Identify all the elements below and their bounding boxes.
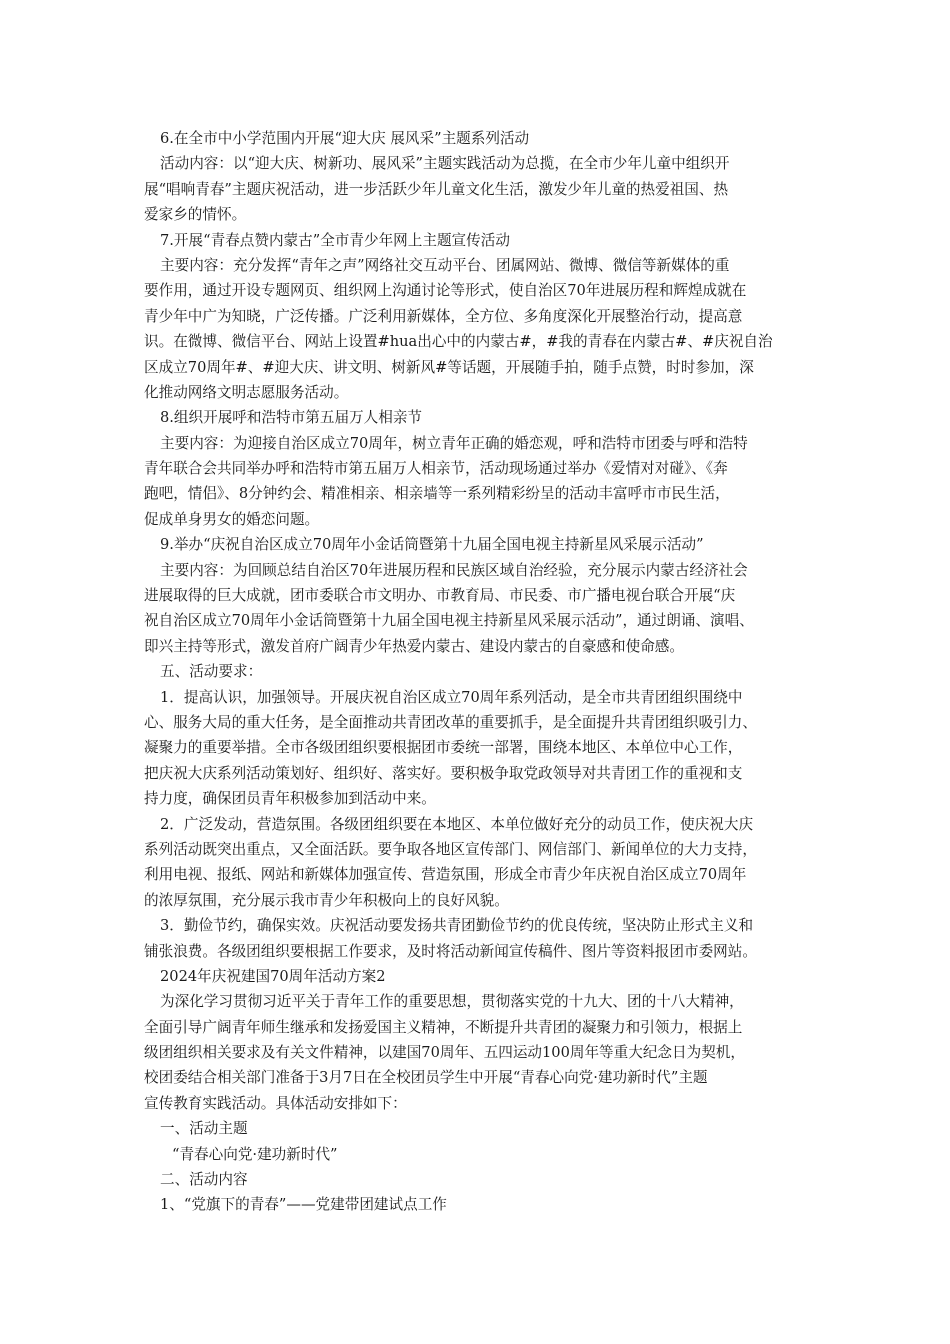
text-line: 进展取得的巨大成就，团市委联合市文明办、市教育局、市民委、市广播电视台联合开展“庆 bbox=[144, 587, 736, 605]
text-line: 宣传教育实践活动。具体活动安排如下： bbox=[144, 1094, 407, 1112]
text-line: 要作用，通过开设专题网页、组织网上沟通讨论等形式，使自治区70年进展历程和辉煌成就在 bbox=[144, 282, 747, 300]
text-line: 区成立70周年#、#迎大庆、讲文明、树新风#等话题，开展随手拍，随手点赞，时时参加，深 bbox=[144, 358, 754, 376]
text-line: 全面引导广阔青年师生继承和发扬爱国主义精神，不断提升共青团的凝聚力和引领力，根据上 bbox=[144, 1018, 743, 1036]
text-line: 促成单身男女的婚恋问题。 bbox=[144, 510, 320, 528]
text-line: 7.开展“青春点赞内蒙古”全市青少年网上主题宣传活动 bbox=[160, 231, 510, 249]
text-line: 6.在全市中小学范围内开展“迎大庆 展风采”主题系列活动 bbox=[160, 130, 530, 147]
text-line: 主要内容：充分发挥“青年之声”网络社交互动平台、团属网站、微博、微信等新媒体的重 bbox=[160, 256, 730, 274]
text-line: 2024年庆祝建国70周年活动方案2 bbox=[160, 967, 386, 985]
text-line: 展“唱响青春”主题庆祝活动，进一步活跃少年儿童文化生活，激发少年儿童的热爱祖国、热 bbox=[144, 180, 729, 198]
text-line: 铺张浪费。各级团组织要根据工作要求，及时将活动新闻宣传稿件、图片等资料报团市委网站。 bbox=[144, 942, 757, 960]
text-line: “青春心向党·建功新时代” bbox=[172, 1145, 338, 1163]
text-line: 利用电视、报纸、网站和新媒体加强宣传、营造氛围，形成全市青少年庆祝自治区成立70周年 bbox=[144, 866, 747, 884]
text-line: 级团组织相关要求及有关文件精神，以建国70周年、五四运动100周年等重大纪念日为契机， bbox=[144, 1044, 745, 1062]
text-line: 爱家乡的情怀。 bbox=[144, 206, 247, 224]
text-line: 凝聚力的重要举措。全市各级团组织要根据团市委统一部署，围绕本地区、本单位中心工作， bbox=[144, 739, 743, 757]
text-line: 祝自治区成立70周年小金话筒暨第十九届全国电视主持新星风采展示活动”，通过朗诵、演唱、 bbox=[144, 612, 754, 630]
text-line: 9.举办“庆祝自治区成立70周年小金话筒暨第十九届全国电视主持新星风采展示活动” bbox=[160, 536, 704, 554]
text-line: 把庆祝大庆系列活动策划好、组织好、落实好。要积极争取党政领导对共青团工作的重视和支 bbox=[144, 764, 743, 782]
text-line: 青年联合会共同举办呼和浩特市第五届万人相亲节，活动现场通过举办《爱情对对碰》、《奔 bbox=[144, 460, 728, 478]
text-line: 即兴主持等形式，激发首府广阔青少年热爱内蒙古、建设内蒙古的自豪感和使命感。 bbox=[144, 637, 684, 655]
text-line: 一、活动主题 bbox=[160, 1120, 248, 1138]
text-line: 青少年中广为知晓，广泛传播。广泛利用新媒体，全方位、多角度深化开展整治行动，提高意 bbox=[144, 307, 743, 325]
text-line: 1．提高认识，加强领导。开展庆祝自治区成立70周年系列活动，是全市共青团组织围绕中 bbox=[160, 688, 743, 706]
text-line: 的浓厚氛围，充分展示我市青少年积极向上的良好风貌。 bbox=[144, 891, 509, 909]
text-line: 二、活动内容 bbox=[160, 1171, 248, 1189]
text-line: 识。在微博、微信平台、网站上设置#hua出心中的内蒙古#，#我的青春在内蒙古#、#庆祝自治 bbox=[144, 333, 773, 351]
text-line: 主要内容：为回顾总结自治区70年进展历程和民族区域自治经验，充分展示内蒙古经济社会 bbox=[160, 561, 748, 579]
document-body bbox=[144, 126, 816, 1218]
text-line: 校团委结合相关部门准备于3月7日在全校团员学生中开展“青春心向党·建功新时代”主题 bbox=[144, 1069, 708, 1087]
text-line: 持力度，确保团员青年积极参加到活动中来。 bbox=[144, 790, 436, 808]
text-line: 2．广泛发动，营造氛围。各级团组织要在本地区、本单位做好充分的动员工作，使庆祝大庆 bbox=[160, 815, 754, 833]
text-line: 主要内容：为迎接自治区成立70周年，树立青年正确的婚恋观，呼和浩特市团委与呼和浩特 bbox=[160, 434, 748, 452]
text-line: 1、“党旗下的青春”——党建带团建试点工作 bbox=[160, 1196, 447, 1214]
text-line: 活动内容：以“迎大庆、树新功、展风采”主题实践活动为总揽，在全市少年儿童中组织开 bbox=[160, 155, 730, 173]
text-line: 系列活动既突出重点，又全面活跃。要争取各地区宣传部门、网信部门、新闻单位的大力支持， bbox=[144, 840, 757, 858]
text-line: 8.组织开展呼和浩特市第五届万人相亲节 bbox=[160, 409, 423, 427]
text-line: 跑吧，情侣》、8分钟约会、精准相亲、相亲墙等一系列精彩纷呈的活动丰富呼市市民生活， bbox=[144, 485, 730, 503]
text-line: 化推动网络文明志愿服务活动。 bbox=[144, 383, 349, 401]
text-line: 为深化学习贯彻习近平关于青年工作的重要思想，贯彻落实党的十九大、团的十八大精神， bbox=[160, 993, 744, 1011]
text-line: 五、活动要求： bbox=[160, 663, 263, 681]
text-line: 3．勤俭节约，确保实效。庆祝活动要发扬共青团勤俭节约的优良传统，坚决防止形式主义和 bbox=[160, 917, 754, 935]
text-line: 心、服务大局的重大任务，是全面推动共青团改革的重要抓手，是全面提升共青团组织吸引力、 bbox=[144, 713, 757, 731]
